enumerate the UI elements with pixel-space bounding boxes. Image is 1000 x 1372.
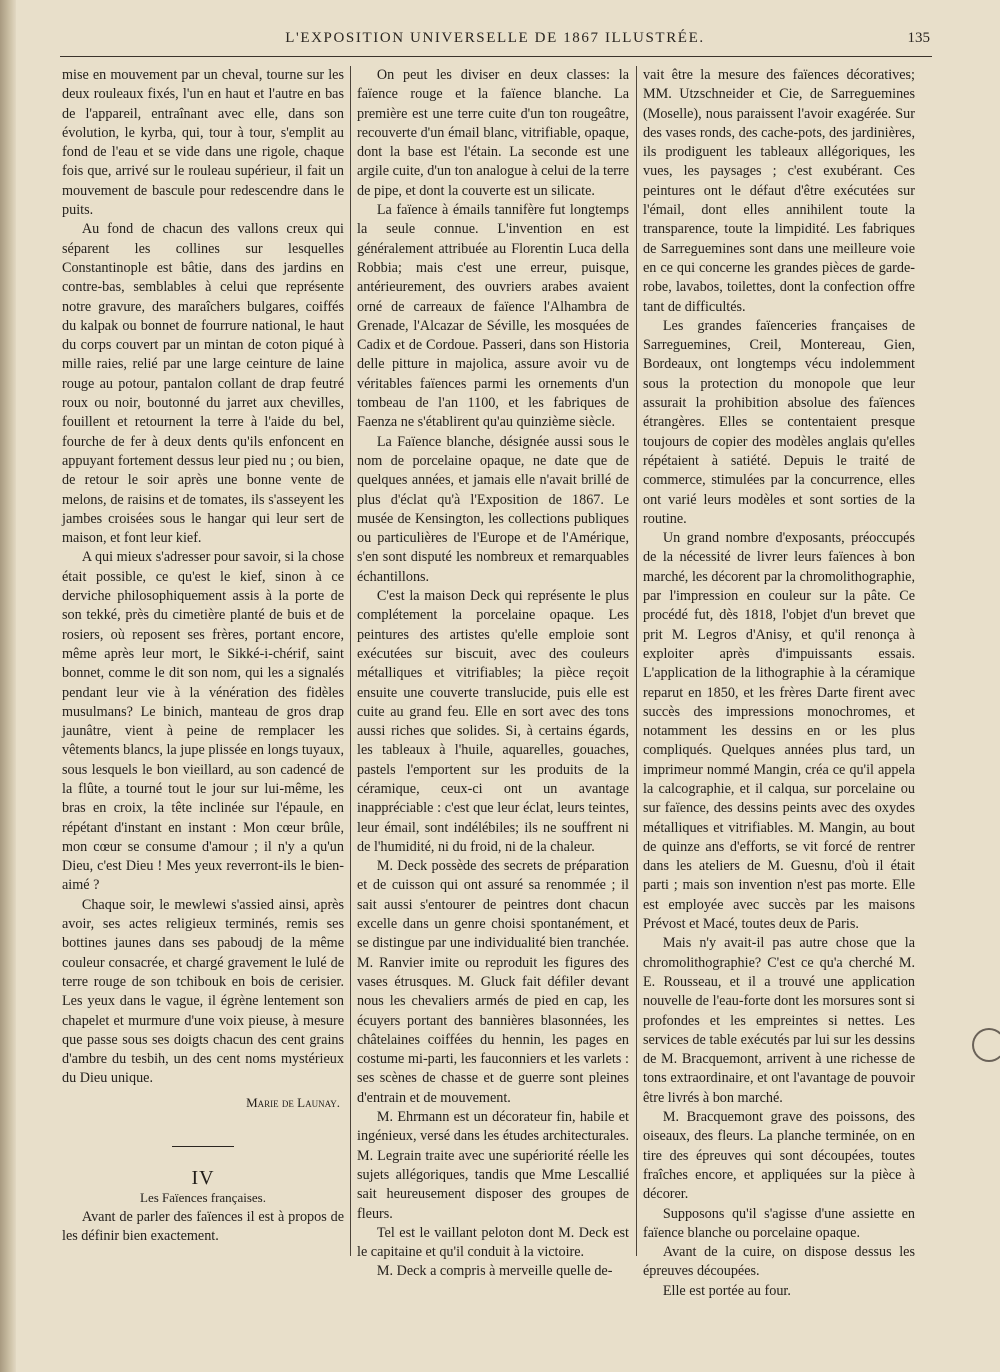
paragraph: On peut les diviser en deux classes: la faïence rouge et la faïence blanche. La première est une terre cuite d'un ton rougeâtre, recouverte d'un émail blanc, vitrifiable, opaque, dont la base est l'étain. La seconde est une argile cuite, d'un ton analogue à celui de la terre de pipe, et dont la couverte est un silicate. (357, 67, 629, 199)
section-divider (172, 1146, 234, 1147)
paragraph: Supposons qu'il s'agisse d'une assiette en faïence blanche ou porcelaine opaque. (643, 1205, 915, 1241)
column-2 (357, 66, 629, 1280)
paragraph: La faïence à émails tannifère fut longtemps la seule connue. L'invention en est généralement attribuée au Florentin Luca della Robbia; mais c'est une erreur, puisque, antérieurement, des ouvriers arabes avaient orné de carreaux de faïence l'Alhambra de Grenade, l'Alcazar de Séville, les mosquées de Cadix et de Cordoue. Passeri, dans son Historia delle pitture in majolica, assure avoir vu de véritables faïences parmi les ornements d'un tombeau de l'an 1100, et les fabriques de Faenza ne s'établirent qu'au quinzième siècle. (357, 202, 629, 431)
paragraph: Chaque soir, le mewlewi s'assied ainsi, après avoir, ses actes religieux terminés, remis ses bottines jaunes dans ses paboudj de la même couleur consacrée, et chargé gravement le lulé de terre rouge de son tchibouk en bois de cerisier. Les yeux dans le vague, il égrène lentement son chapelet et murmure d'une voix pieuse, à mesure que passe sous ses doigts chacun des cent grains d'ambre du tesbih, un des cent noms mystérieux du Dieu unique. (62, 896, 344, 1087)
paragraph: mise en mouvement par un cheval, tourne sur les deux rouleaux fixés, l'un en haut et l'autre en bas de l'appareil, entraînant avec elle, dans son évolution, le kyrba, qui, tour à tour, s'emplit au fond de l'eau et se vide dans une rigole, chaque fois que, arrivé sur le rouleau supérieur, il fait un mouvement de bascule pour redescendre dans le puits. (62, 67, 344, 219)
paragraph: Avant de la cuire, on dispose dessus les épreuves découpées. (643, 1244, 915, 1280)
paragraph: Les grandes faïenceries françaises de Sarreguemines, Creil, Montereau, Gien, Bordeaux, ont longtemps vécu indolemment sous la protection du monopole que leur assurait la prohibition absolue des faïences étrangères. Elles se contentaient presque toujours de copier des modèles anglais qu'elles répétaient à satiété. Depuis le traité de commerce, stimulées par la concurrence, elles ont varié leurs modèles et sont sorties de la routine. (643, 317, 915, 527)
header-title: L'EXPOSITION UNIVERSELLE DE 1867 ILLUSTRÉE. (285, 30, 705, 46)
paragraph: M. Ehrmann est un décorateur fin, habile et ingénieux, versé dans les études architecturales. M. Legrain traite avec une supériorité réelle les sujets allégoriques, tandis que Mme Lescallié sait heureusement disposer des groupes de fleurs. (357, 1109, 629, 1222)
column-divider (636, 66, 637, 1256)
paragraph: M. Deck a compris à merveille quelle de- (376, 1263, 613, 1280)
paragraph: Un grand nombre d'exposants, préoccupés de la nécessité de livrer leurs faïences à bon marché, les décorent par la chromolithographie, par l'impression en couleur sur la pâte. Ce procédé fut, dès 1818, l'objet d'un brevet que prit M. Legros d'Anisy, et qu'il renonça à exploiter après d'impuissants essais. L'application de la lithographie à la céramique reparut en 1850, et les frères Darte firent avec succès des impressions monochromes, et notamment les dessins en or les plus compliqués. Quelques années plus tard, un imprimeur nommé Mangin, créa ce qu'il appela la calcographie, et il calqua, sur porcelaine ou sur faïence, des dessins peints avec des oxydes métalliques et vitrifiables. M. Mangin, au bout de quinze ans d'efforts, se vit forcé de rentrer dans les ateliers de M. Guesnu, d'où il était parti ; mais son invention n'est pas morte. Elle est employée avec succès par les maisons Prévost et Macé, toutes deux de Paris. (643, 530, 915, 933)
header-rule (60, 56, 932, 57)
column-divider (350, 66, 351, 1256)
paragraph: A qui mieux s'adresser pour savoir, si la chose était possible, ce qu'est le kief, sinon à ce derviche philosophiquement assis à la porte de son tekké, près du cimetière planté de buis et de rosiers, où reposent ses frères, portant encore, même après leur mort, le Sikké-i-chérif, saint bonnet, comme le dit son nom, qui les a signalés pendant leur vie à la vénération des fidèles musulmans? Le binich, manteau de gros drap jaunâtre, vient à peine de remplacer les vêtements blancs, la jupe plissée en longs tuyaux, sous lesquels le bon vieillard, au son cadencé de la flûte, a tourné tout le jour sur lui-même, les bras en croix, la tête inclinée sur l'épaule, en répétant d'instant en instant : Mon cœur brûle, mon cœur se consume d'amour ; il n'y a qu'un Dieu, c'est Dieu ! Mes yeux reverront-ils le bien-aimé ? (62, 549, 344, 894)
section-number: IV (191, 1167, 215, 1190)
paragraph: M. Bracquemont grave des poissons, des oiseaux, des fleurs. La planche terminée, on en tire des épreuves qui sont découpées, toutes fraîches encore, et appliquées sur la pièce à décorer. (643, 1109, 915, 1203)
author-signature: Marie de Launay. (246, 1094, 340, 1110)
paragraph: M. Deck possède des secrets de préparation et de cuisson qui ont assuré sa renommée ; il sait aussi s'entourer de peintres dont chacun excelle dans un genre choisi spontanément, et se distingue par une individualité bien tranchée. M. Ranvier imite ou reproduit les figures des vases étrusques. M. Gluck fait défiler devant nous les chevaliers armés de pied en cap, les écuyers portant des bannières blasonnées, les châtelaines coiffées du hennin, les pages en costume mi-parti, les fauconniers et les varlets : ses scènes de chasse et de guerre sont pleines d'entrain et de mouvement. (357, 858, 629, 1106)
binding-edge (0, 0, 16, 1372)
column-1 (62, 66, 344, 1266)
page-number: 135 (907, 30, 930, 46)
running-head (60, 30, 930, 52)
binder-clip-mark (972, 1028, 1000, 1062)
paragraph: Avant de parler des faïences il est à propos de les définir bien exactement. (62, 1208, 344, 1244)
section-title: Les Faïences françaises. (140, 1190, 266, 1206)
paragraph: Mais n'y avait-il pas autre chose que la chromolithographie? C'est ce qu'a cherché M. E. Rousseau, et il a trouvé une application nouvelle de l'eau-forte dont les morsures sont si profondes et les empreintes si nettes. Les services de table exécutés par lui sur les dessins de M. Bracquemont, arrivent à une richesse de tons extraordinaire, et ont l'avantage de pouvoir être livrés à bon marché. (643, 935, 915, 1106)
paragraph: Elle est portée au four. (662, 1282, 791, 1299)
column-3 (643, 66, 915, 1299)
paragraph: La Faïence blanche, désignée aussi sous le nom de porcelaine opaque, ne date que de quelques années, et jamais elle n'avait brillé de plus d'éclat qu'à l'Exposition de 1867. Le musée de Kensington, les collections publiques ou particulières de l'Europe et de l'Amérique, s'en sont disputé les nombreux et remarquables échantillons. (357, 433, 629, 585)
paragraph: vait être la mesure des faïences décoratives; MM. Utzschneider et Cie, de Sarreguemines (Moselle), nous paraissent l'avoir exagérée. Sur des vases ronds, des cache-pots, des jardinières, ils prodiguent les tableaux allégoriques, les vues, les paysages ; c'est exubérant. Ces peintures ont le défaut d'être exécutées sur l'émail, dont elles annihilent toute la transparence, toute la limpidité. Les fabriques de Sarreguemines sont dans une meilleure voie en ce qui concerne les grandes pièces de garde-robe, lavabos, toilettes, dont la confection offre tant de difficultés. (643, 67, 915, 315)
paragraph: C'est la maison Deck qui représente le plus complétement la porcelaine opaque. Les peintures des artistes qu'elle emploie sont exécutées sur biscuit, avec des couleurs métalliques et vitrifiables; la pièce reçoit ensuite une couverte translucide, puis elle est cuite au grand feu. Elle en sort avec des tons aussi riches que solides. Si, à certains égards, les tableaux à l'huile, aquarelles, gouaches, pastels l'emportent sur les produits de la céramique, ceux-ci ont un avantage inappréciable : c'est que leur éclat, leurs teintes, leur émail, sont indélébiles; ils ne souffrent ni de l'humidité, ni du froid, ni de la chaleur. (357, 588, 629, 855)
paragraph: Au fond de chacun des vallons creux qui séparent les collines sur lesquelles Constantinople est bâtie, dans des jardins en contre-bas, semblables à celui que représente notre gravure, des maraîchers bulgares, coiffés du kalpak ou bonnet de fourrure national, le haut du corps couvert par un mintan de coton piqué à mille raies, relié par une large ceinture de laine rouge au potour, pantalon collant de drap feutré roux ou noir, boutonné du jarret aux chevilles, fouillent et retournent la terre à l'aide du bel, fourche de fer à deux dents qu'ils enfoncent en appuyant fortement dessus leur pied nu ; ou bien, de retour le soir après une bonne vente de melons, de raisins et de tomates, ils s'asseyent les jambes croisées sous le hangar qui leur sert de maison, et font leur kief. (62, 221, 344, 547)
paragraph: Tel est le vaillant peloton dont M. Deck est le capitaine et qu'il conduit à la victoire. (357, 1224, 629, 1261)
